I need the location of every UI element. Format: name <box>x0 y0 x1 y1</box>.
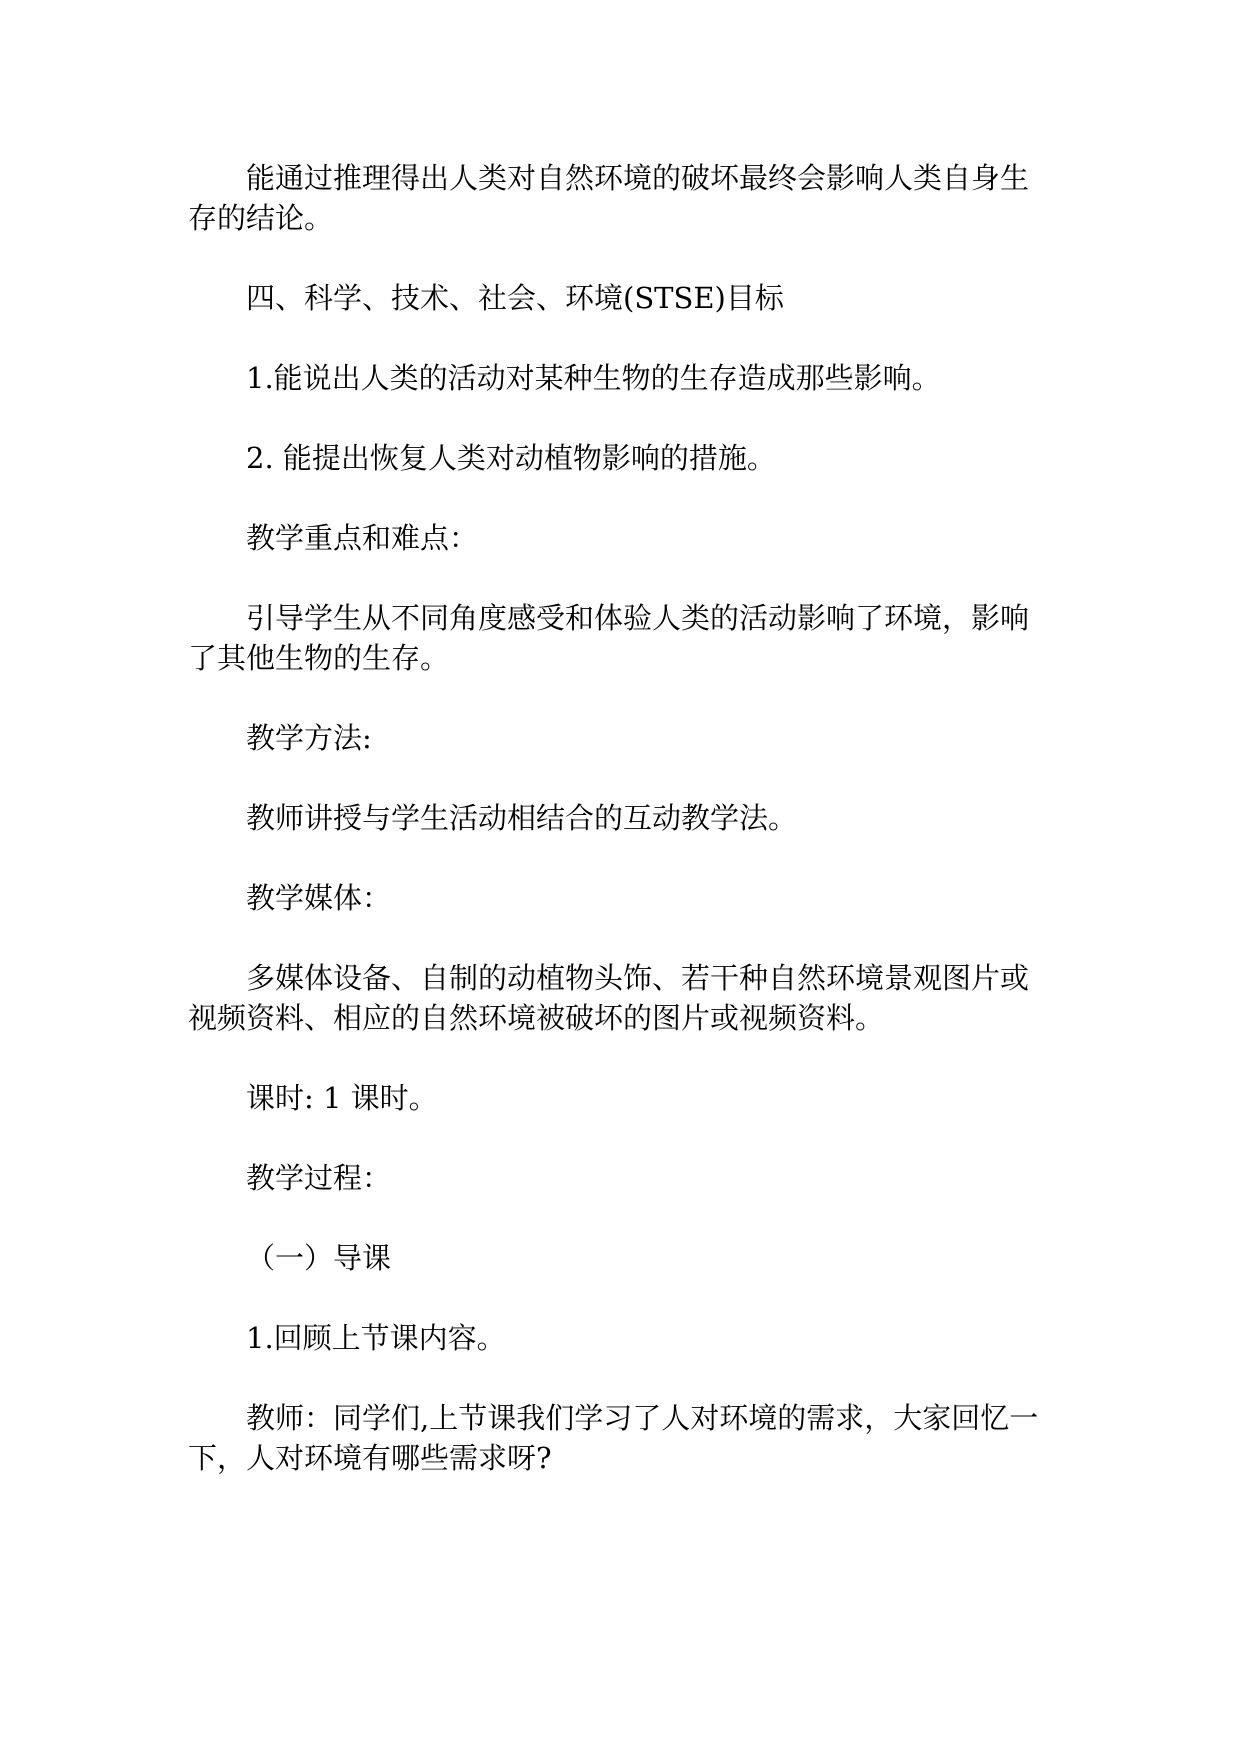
paragraph-intro-heading: （一）导课 <box>246 1241 392 1275</box>
paragraph-media-heading: 教学媒体： <box>246 881 392 915</box>
paragraph-process-heading: 教学过程： <box>246 1161 392 1195</box>
paragraph-class-hours: 课时: 1 课时。 <box>246 1081 438 1115</box>
paragraph-method-heading: 教学方法: <box>246 721 372 755</box>
paragraph-method: 教师讲授与学生活动相结合的互动教学法。 <box>246 801 798 835</box>
paragraph-media: 多媒体设备、自制的动植物头饰、若干种自然环境景观图片或视频资料、相应的自然环境被破坏的图片或视频资料。 <box>188 961 1030 1035</box>
document-body <box>188 158 1054 1518</box>
paragraph-stse-goal-1: 1.能说出人类的活动对某种生物的生存造成那些影响。 <box>246 361 941 395</box>
paragraph-stse-goal-2: 2. 能提出恢复人类对动植物影响的措施。 <box>246 441 776 475</box>
paragraph-teacher-question: 教师：同学们,上节课我们学习了人对环境的需求，大家回忆一下，人对环境有哪些需求呀? <box>188 1401 1039 1475</box>
paragraph-key-points-heading: 教学重点和难点： <box>246 521 479 555</box>
paragraph-conclusion: 能通过推理得出人类对自然环境的破坏最终会影响人类自身生存的结论。 <box>188 161 1030 235</box>
paragraph-key-points: 引导学生从不同角度感受和体验人类的活动影响了环境，影响了其他生物的生存。 <box>188 601 1030 675</box>
paragraph-review: 1.回顾上节课内容。 <box>246 1321 506 1355</box>
paragraph-stse-heading: 四、科学、技术、社会、环境(STSE)目标 <box>246 281 784 315</box>
